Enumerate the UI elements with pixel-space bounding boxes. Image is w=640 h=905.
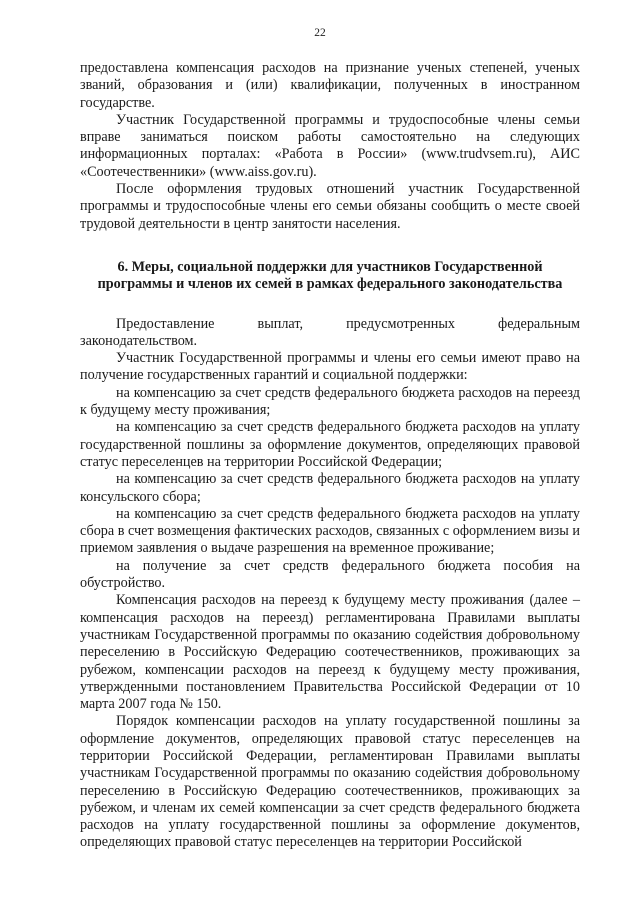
section-heading: 6. Меры, социальной поддержки для участников Государственной программы и членов их семей в рамках федерального законодательства — [97, 258, 563, 293]
paragraph-continuation: предоставлена компенсация расходов на признание ученых степеней, ученых званий, образования и (или) квалификации, полученных в иностранном государстве. — [80, 60, 580, 111]
paragraph-rights: Участник Государственной программы и члены его семьи имеют право на получение государственных гарантий и социальной поддержки: — [80, 350, 580, 384]
page-number: 22 — [314, 27, 326, 39]
body-text — [80, 60, 580, 852]
paragraph-state-duty-procedure: Порядок компенсации расходов на уплату государственной пошлины за оформление документов, определяющих правовой статус переселенцев на территории Российской Федерации, регламентирован Правилами выплаты участникам Государственной программы по оказанию содействия добровольному переселению в Российскую Федерацию соотечественников, проживающих за рубежом, и членам их семей компенсации за счет средств федерального бюджета расходов на уплату государственной пошлины за оформление документов, определяющих правовой статус переселенцев на территории Российской — [80, 713, 580, 851]
paragraph-job-portals: Участник Государственной программы и трудоспособные члены семьи вправе заниматься поиском работы самостоятельно на следующих информационных порталах: «Работа в России» (www.trudvsem.ru), АИС «Соотечественники» (www.aiss.gov.ru). — [80, 111, 580, 180]
list-item-relocation: на компенсацию за счет средств федерального бюджета расходов на переезд к будущему месту проживания; — [80, 384, 580, 419]
list-item-state-duty: на компенсацию за счет средств федерального бюджета расходов на уплату государственной пошлины за оформление документов, определяющих правовой статус переселенцев на территории Российской Федерации; — [80, 419, 580, 470]
list-item-visa-fee: на компенсацию за счет средств федерального бюджета расходов на уплату сбора в счет возмещения фактических расходов, связанных с оформлением визы и приемом заявления о выдаче разрешения на временное проживание; — [80, 505, 580, 557]
list-item-settlement-allowance: на получение за счет средств федерального бюджета пособия на обустройство. — [80, 557, 580, 592]
paragraph-relocation-compensation: Компенсация расходов на переезд к будущему месту проживания (далее – компенсация расходов на переезд) регламентирована Правилами выплаты участникам Государственной программы по оказанию содействия добровольному переселению в Российскую Федерацию соотечественников, проживающих за рубежом, компенсации расходов на переезд к будущему месту проживания, утвержденными постановлением Правительства Российской Федерации от 10 марта 2007 года № 150. — [80, 592, 580, 713]
paragraph-payments: Предоставление выплат, предусмотренных федеральным законодательством. — [80, 315, 580, 349]
paragraph-employment-report: После оформления трудовых отношений участник Государственной программы и трудоспособные члены его семьи обязаны сообщить о месте своей трудовой деятельности в центр занятости населения. — [80, 181, 580, 232]
list-item-consular-fee: на компенсацию за счет средств федерального бюджета расходов на уплату консульского сбора; — [80, 471, 580, 505]
